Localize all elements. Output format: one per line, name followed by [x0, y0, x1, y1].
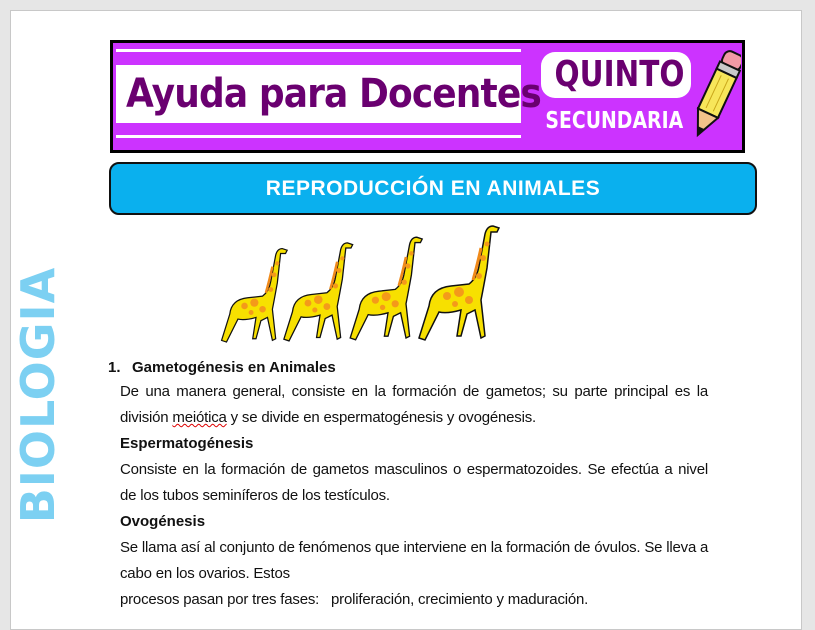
intro-text: y se divide en espermatogénesis y ovogénesis. [226, 409, 536, 426]
brand-title: Ayuda para Docentes [126, 71, 541, 117]
subsection-text-continued: procesos pasan por tres fases: proliferación, crecimiento y maduración. [120, 591, 589, 608]
giraffes-illustration [215, 218, 525, 360]
section-title: Gametogénesis en Animales [132, 359, 336, 376]
subject-label: BIOLOGIA [11, 266, 65, 523]
header-panel [113, 43, 742, 150]
subsection-text: Se llama así al conjunto de fenómenos que interviene en la formación de óvulos. Se lleva a cabo en los ovarios. Estos [120, 539, 709, 582]
document-content [108, 357, 708, 613]
header-stripe [116, 49, 521, 52]
brand-panel [116, 59, 541, 129]
section-number: 1. [108, 359, 121, 376]
page-title: REPRODUCCIÓN EN ANIMALES [265, 176, 601, 200]
level-label: SECUNDARIA [545, 108, 684, 134]
brand-band-bottom [116, 123, 521, 129]
section-intro [108, 379, 708, 431]
grade-label: QUINTO [554, 54, 685, 95]
section-heading [108, 357, 708, 379]
header-banner [110, 40, 745, 153]
spellcheck-flagged-word[interactable]: meiótica [172, 409, 227, 426]
subsection-text: Consiste en la formación de gametos masculinos o espermatozoides. Se efectúa a nivel de los tubos seminíferos de los testículos. [120, 461, 708, 504]
header-stripe [116, 135, 521, 138]
subsection-heading: Ovogénesis [120, 513, 206, 530]
pencil-icon [691, 45, 741, 147]
grade-box [541, 52, 691, 98]
intro-text: De una manera general, consiste en la formación de gametos; su parte principal es la división [120, 383, 708, 426]
subject-side-label [13, 232, 63, 557]
title-banner [109, 162, 757, 215]
brand-band-top [116, 59, 521, 65]
subsection-heading: Espermatogénesis [120, 435, 254, 452]
